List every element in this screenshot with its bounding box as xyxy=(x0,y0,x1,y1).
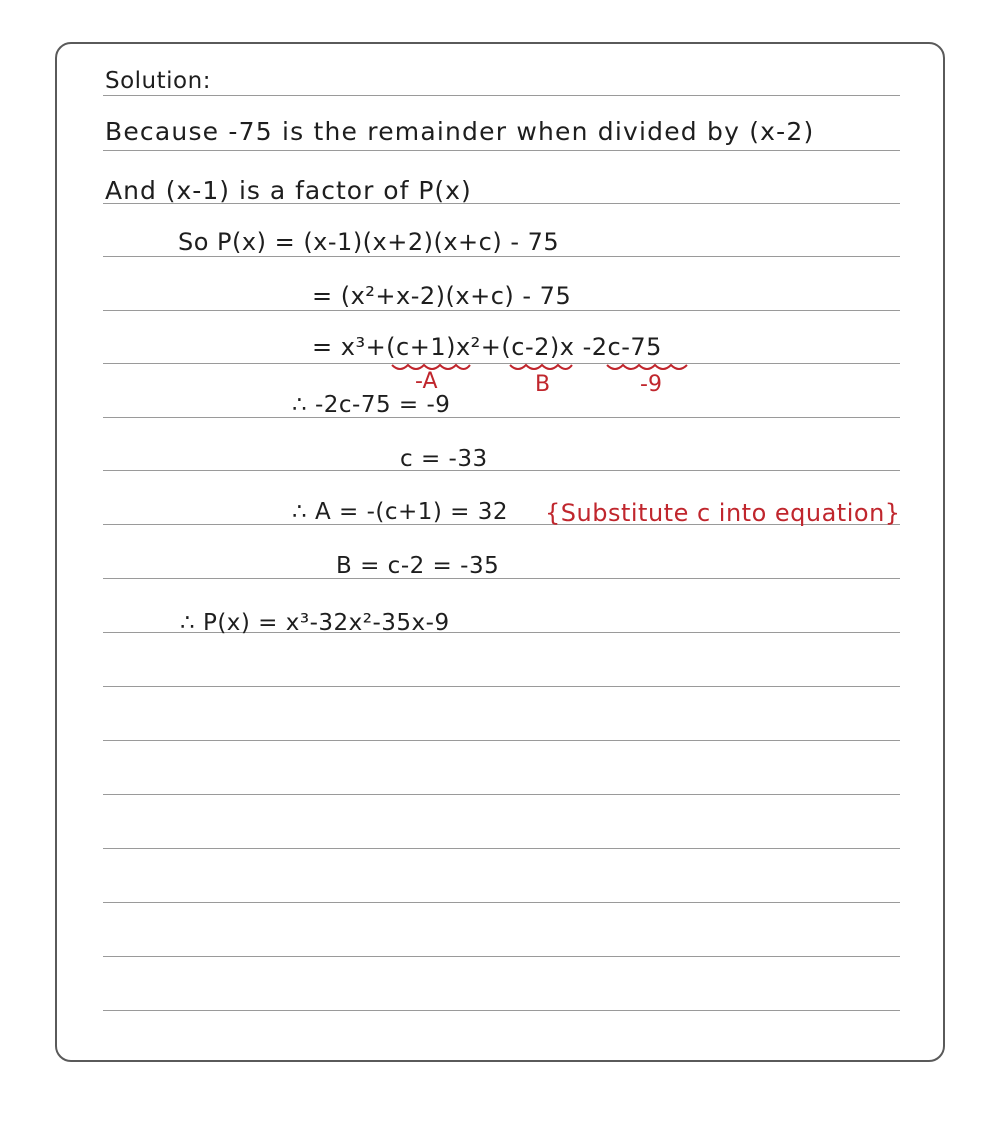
line-px-factored: So P(x) = (x-1)(x+2)(x+c) - 75 xyxy=(178,228,560,256)
line-a-value: ∴ A = -(c+1) = 32 xyxy=(292,499,509,525)
label-b: B xyxy=(535,372,551,397)
label-minus-9: -9 xyxy=(640,372,662,397)
line-expand-1: = (x²+x-2)(x+c) - 75 xyxy=(312,282,572,310)
label-minus-a: -A xyxy=(415,369,438,394)
line-expand-2: = x³+(c+1)x²+(c-2)x -2c-75 xyxy=(312,333,662,361)
substitute-note: {Substitute c into equation} xyxy=(545,499,901,527)
line-final-px: ∴ P(x) = x³-32x²-35x-9 xyxy=(180,610,450,636)
line-solve-c-equation: ∴ -2c-75 = -9 xyxy=(292,392,451,418)
underbrace-coefficient-b xyxy=(510,365,572,369)
solution-heading: Solution: xyxy=(105,68,211,94)
line-factor: And (x-1) is a factor of P(x) xyxy=(105,176,472,205)
line-remainder: Because -75 is the remainder when divided by (x-2) xyxy=(105,117,815,146)
line-c-value: c = -33 xyxy=(400,446,488,472)
line-b-value: B = c-2 = -35 xyxy=(336,553,500,579)
underbrace-constant xyxy=(607,365,687,369)
